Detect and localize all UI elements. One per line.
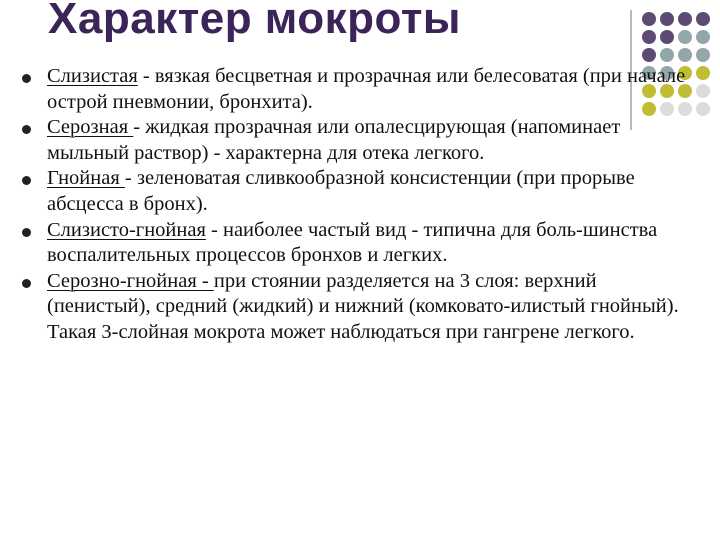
bullet-icon bbox=[22, 228, 31, 237]
list-item bbox=[22, 64, 702, 115]
list-item bbox=[22, 218, 702, 269]
decor-dot bbox=[678, 12, 692, 26]
decor-dot bbox=[696, 48, 710, 62]
decor-dot bbox=[642, 30, 656, 44]
bullet-icon bbox=[22, 176, 31, 185]
decor-dot bbox=[660, 12, 674, 26]
sputum-description: - жидкая прозрачная или опалесцирующая (напоминает мыльный раствор) - характерна для отека легкого. bbox=[47, 116, 621, 164]
bullet-icon bbox=[22, 279, 31, 288]
bullet-icon bbox=[22, 74, 31, 83]
sputum-description: - зеленоватая сливкообразной консистенции (при прорыве абсцесса в бронх). bbox=[47, 167, 635, 215]
sputum-description: - наиболее частый вид - типична для боль-шинства воспалительных процессов бронхов и легких. bbox=[47, 218, 658, 267]
sputum-term: Серозно-гнойная - bbox=[47, 269, 214, 292]
sputum-term: Гнойная bbox=[47, 167, 125, 190]
sputum-term: Слизисто-гнойная bbox=[47, 218, 206, 241]
sputum-term: Слизистая bbox=[47, 65, 138, 87]
decor-dot bbox=[660, 30, 674, 44]
decor-dot bbox=[642, 48, 656, 62]
sputum-term: Серозная bbox=[47, 116, 134, 139]
list-item bbox=[22, 269, 702, 346]
sputum-description: при стоянии разделяется на 3 слоя: верхний (пенистый), средний (жидкий) и нижний (комковато-илистый гнойный). Такая 3-слойная мокрота может наблюдаться при гангрене легкого. bbox=[47, 269, 679, 343]
bullet-icon bbox=[22, 125, 31, 134]
decor-dot bbox=[642, 12, 656, 26]
sputum-description: - вязкая бесцветная и прозрачная или белесоватая (при начале острой пневмонии, бронхита). bbox=[47, 65, 686, 113]
decor-dot bbox=[678, 48, 692, 62]
decor-dot bbox=[696, 12, 710, 26]
decor-dot bbox=[678, 30, 692, 44]
decor-dot bbox=[696, 30, 710, 44]
list-item bbox=[22, 166, 702, 217]
list-item bbox=[22, 115, 702, 166]
bullet-list bbox=[22, 64, 702, 346]
slide-title: Характер мокроты bbox=[48, 0, 461, 43]
decor-dot bbox=[660, 48, 674, 62]
